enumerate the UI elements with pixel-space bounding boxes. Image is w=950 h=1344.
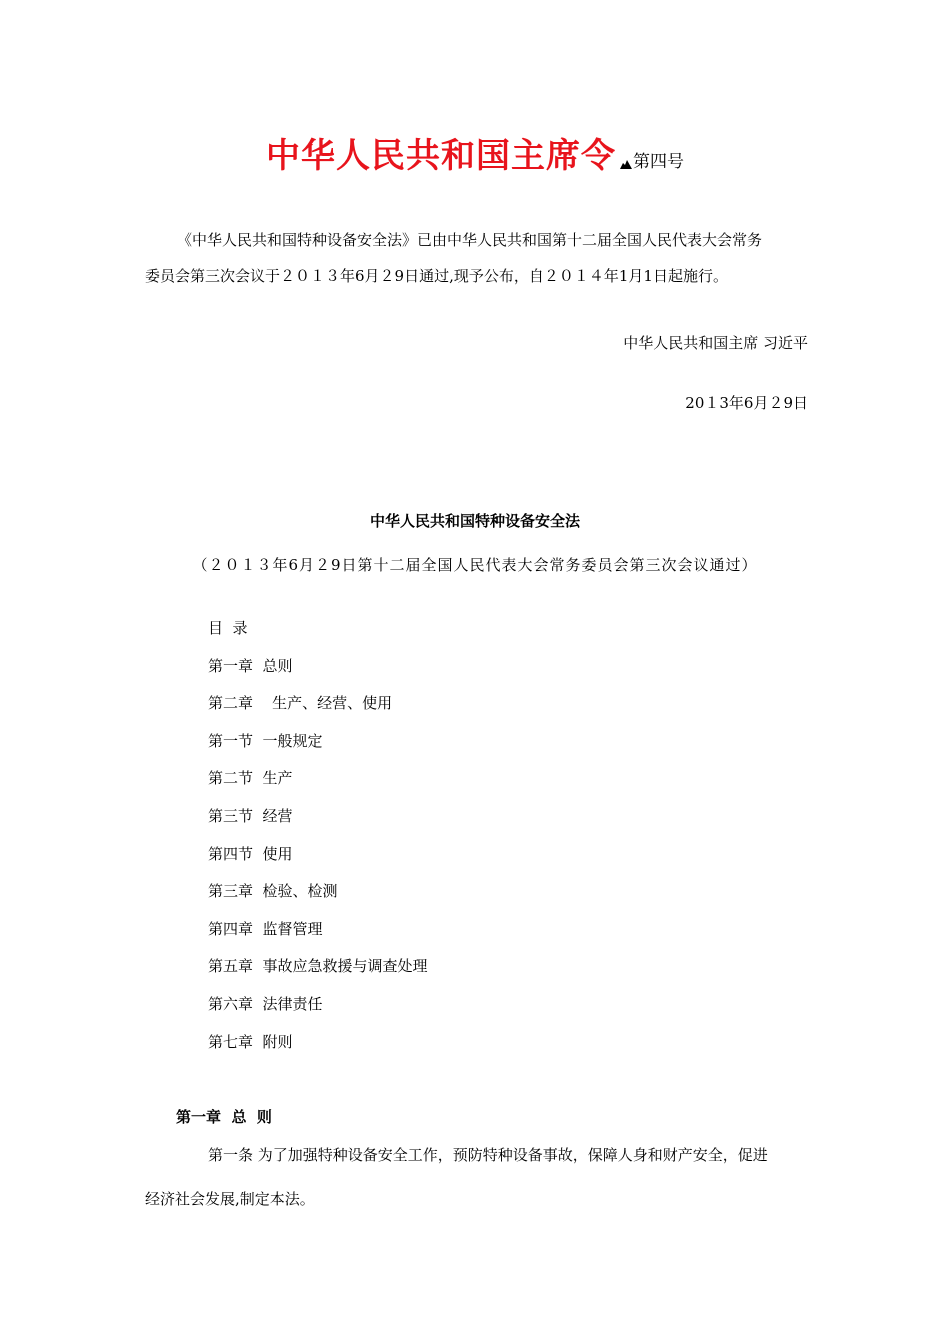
toc-item: 第一章 总则 bbox=[208, 656, 293, 675]
mountain-mark-icon bbox=[620, 154, 632, 173]
toc-item: 第二章 生产、经营、使用 bbox=[208, 694, 393, 713]
toc-item: 第四章 监督管理 bbox=[208, 919, 323, 938]
law-subtitle: （２０１３年6月２9日第十二届全国人民代表大会常务委员会第三次会议通过） bbox=[192, 556, 758, 574]
article-1-paragraph bbox=[145, 1137, 810, 1217]
law-title: 中华人民共和国特种设备安全法 bbox=[369, 512, 580, 530]
toc-item: 第七章 附则 bbox=[208, 1032, 293, 1051]
toc-item: 第五章 事故应急救援与调查处理 bbox=[208, 957, 428, 976]
toc-item: 第三章 检验、检测 bbox=[208, 882, 338, 901]
decree-header bbox=[0, 128, 950, 177]
toc-heading: 目 录 bbox=[208, 619, 248, 637]
announcement-paragraph bbox=[145, 222, 810, 294]
toc-item: 第六章 法律责任 bbox=[208, 994, 323, 1013]
decree-number: 第四号 bbox=[633, 152, 684, 172]
decree-date: 20１3年6月２9日 bbox=[685, 394, 808, 412]
table-of-contents bbox=[208, 614, 428, 1065]
article-1-line-1: 第一条 为了加强特种设备安全工作，预防特种设备事故，保障人身和财产安全，促进 bbox=[208, 1146, 768, 1164]
announcement-line-2: 委员会第三次会议于２０１３年6月２9日通过,现予公布，自２０１４年1月1日起施行。 bbox=[145, 267, 728, 285]
toc-item: 第一节 一般规定 bbox=[208, 731, 323, 750]
toc-item: 第三节 经营 bbox=[208, 806, 293, 825]
article-1-line-2: 经济社会发展,制定本法。 bbox=[145, 1190, 315, 1208]
decree-title: 中华人民共和国主席令 bbox=[266, 136, 616, 176]
chapter-1-heading: 第一章 总 则 bbox=[176, 1108, 272, 1126]
signatory: 中华人民共和国主席 习近平 bbox=[623, 334, 808, 352]
announcement-line-1: 《中华人民共和国特种设备安全法》已由中华人民共和国第十二届全国人民代表大会常务 bbox=[177, 231, 763, 249]
toc-item: 第四节 使用 bbox=[208, 844, 293, 863]
toc-item: 第二节 生产 bbox=[208, 769, 293, 788]
